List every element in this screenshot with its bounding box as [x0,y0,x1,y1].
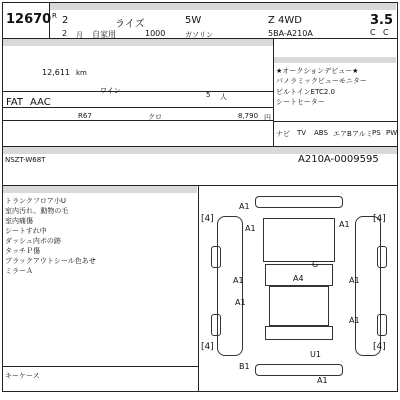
price: 8,790 [238,112,259,120]
color: ワイン [100,87,121,95]
note-item: タッチＰ傷 [5,247,40,255]
door-unit: 人 [220,93,227,101]
left-side-panel [217,216,243,356]
lot-number: 12670 [6,12,52,27]
frame-code: NSZT-W68T [5,156,46,164]
bracket-label: 4 [204,342,211,352]
damage-mark-a1-side-left: A1 [235,298,246,307]
exterior-grade: C [383,28,389,37]
selling-point-item: パノラミックビューモニター [276,77,367,85]
notes-footer: キーケース [5,372,40,380]
aircon: AAC [30,97,51,108]
note-item: ミラーＡ [5,267,33,275]
r-label: R [52,12,57,20]
bracket-label: 4 [376,342,383,352]
door-count: 5 [206,91,211,99]
option-airbag: エアB [333,130,352,138]
header-strip [50,3,396,10]
note-item: シートすれ中 [5,227,47,235]
damage-mark-a1-mid-right: A1 [349,276,360,285]
score: 3.5 [370,13,394,28]
spec-header-strip [3,39,273,46]
chassis-number: A210A-0009595 [298,154,379,165]
interior-color: クロ [148,113,162,121]
rear-window-panel [265,326,333,340]
damage-mark-a4-roof: A4 [293,274,304,283]
note-item: トランクフロア小U [5,197,66,205]
interior-grade: C [370,28,376,37]
rear-bumper-panel [255,364,343,376]
right-front-wheel [377,246,387,268]
divider [273,38,274,146]
damage-mark-a1-side-right: A1 [349,316,360,325]
note-item: ダッシュ内ボの跡 [5,237,61,245]
mileage-value: 12,611 [42,68,70,77]
left-rear-wheel [211,314,221,336]
note-item: 室内痛傷 [5,217,33,225]
bracket-label: 4 [204,214,211,224]
grade-display: 5W [185,15,202,26]
divider [2,366,198,367]
model-code: 5BA-A210A [268,29,313,38]
displacement: 1000 [145,29,166,38]
year-unit: 月 [76,31,83,39]
divider [2,120,273,121]
bracket-bottom-left: [4] [201,342,214,352]
bracket-bottom-right: [4] [373,342,386,352]
option-alloy: アルミ [352,130,373,138]
bracket-label: 4 [376,214,383,224]
option-ps: PS [372,129,381,137]
mileage-unit: km [76,69,87,77]
damage-mark-a1-mid-left: A1 [233,276,244,285]
hood-panel [263,218,335,262]
selling-point-item: ★オークションデビュー★ [276,67,359,75]
option-navi: ナビ [276,130,290,138]
option-tv: TV [297,129,307,137]
bracket-top-right: [4] [373,214,386,224]
year-number: 2 [62,29,68,38]
selling-points-header-strip [274,57,396,63]
left-front-wheel [211,246,221,268]
front-bumper-panel [255,196,343,208]
right-rear-wheel [377,314,387,336]
usage: 自家用 [92,30,116,39]
price-unit: 円 [264,114,271,122]
option-abs: ABS [314,129,328,137]
damage-mark-a1-front-left: A1 [245,224,256,233]
damage-mark-a1-rear-top: A1 [317,376,328,385]
divider [2,91,273,92]
transmission: FAT [6,97,24,108]
damage-mark-u1-rear: U1 [310,350,321,359]
model-year-number: 2 [62,15,69,26]
note-item: 室内汚れ、動物の毛 [5,207,69,215]
roof-panel [269,286,329,326]
fuel: ガソリン [185,31,213,39]
damage-mark-a1-front-right: A1 [339,220,350,229]
color-code: R67 [78,112,92,120]
damage-mark-b1-rear-left: B1 [239,362,250,371]
damage-mark-g-hood: G [312,260,319,269]
model-name: ライズ [115,19,145,30]
notes-header-strip [3,186,197,193]
id-header-strip [3,147,397,154]
option-pw: PW [386,129,398,137]
grade: Z 4WD [268,15,302,26]
bracket-top-left: [4] [201,214,214,224]
car-diagram [199,186,397,391]
note-item: ブラックアウトシール色あせ [5,257,96,265]
divider [273,121,398,122]
selling-point-item: ビルトインETC2.0 [276,88,335,96]
selling-point-item: シートヒーター [276,98,325,106]
damage-mark-a1-front-top: A1 [239,202,250,211]
